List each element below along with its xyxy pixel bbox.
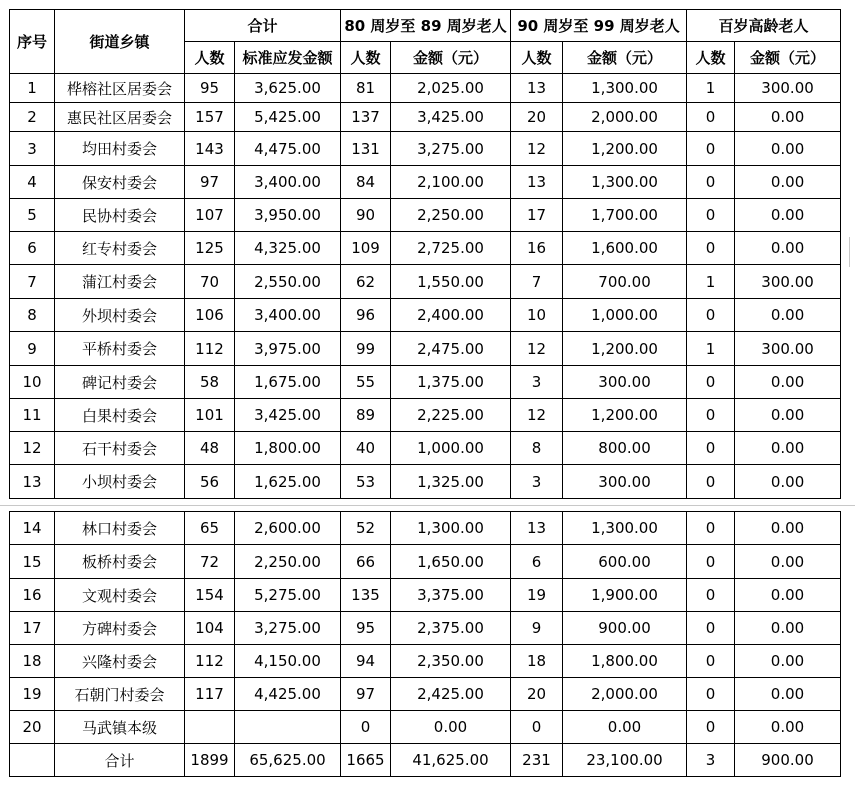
col-header-index: 序号 (10, 10, 55, 74)
row-90-amount: 1,900.00 (563, 579, 687, 612)
row-80-amount: 3,425.00 (391, 103, 511, 132)
col-header-100-group: 百岁高龄老人 (687, 10, 841, 42)
row-80-amount: 1,000.00 (391, 432, 511, 465)
row-100-count: 0 (687, 299, 735, 332)
row-80-count: 97 (341, 678, 391, 711)
row-total-amount: 4,325.00 (235, 232, 341, 265)
row-total-count: 106 (185, 299, 235, 332)
row-100-count: 0 (687, 579, 735, 612)
table-row (10, 366, 841, 399)
row-100-amount: 0.00 (735, 299, 841, 332)
row-street-name: 桦榕社区居委会 (55, 74, 185, 103)
table-row (10, 132, 841, 166)
row-100-count: 0 (687, 199, 735, 232)
row-index: 11 (10, 399, 55, 432)
row-80-count: 52 (341, 512, 391, 545)
row-90-amount: 1,300.00 (563, 74, 687, 103)
row-street-name: 白果村委会 (55, 399, 185, 432)
table-row (10, 103, 841, 132)
row-total-count: 154 (185, 579, 235, 612)
table-row (10, 579, 841, 612)
row-80-amount: 1,325.00 (391, 465, 511, 499)
row-80-amount: 2,425.00 (391, 678, 511, 711)
row-90-amount: 900.00 (563, 612, 687, 645)
row-80-count: 40 (341, 432, 391, 465)
row-street-name: 小坝村委会 (55, 465, 185, 499)
row-90-count: 3 (511, 465, 563, 499)
row-80-amount: 2,350.00 (391, 645, 511, 678)
row-total-amount: 3,625.00 (235, 74, 341, 103)
row-80-count: 81 (341, 74, 391, 103)
row-80-count: 1665 (341, 744, 391, 777)
row-100-amount: 0.00 (735, 678, 841, 711)
row-90-count: 12 (511, 132, 563, 166)
row-90-count: 10 (511, 299, 563, 332)
row-total-count: 58 (185, 366, 235, 399)
table-row (10, 645, 841, 678)
row-total-count: 112 (185, 645, 235, 678)
row-street-name: 外坝村委会 (55, 299, 185, 332)
total-row (10, 744, 841, 777)
row-100-amount: 0.00 (735, 645, 841, 678)
row-90-count: 7 (511, 265, 563, 299)
row-100-amount: 0.00 (735, 432, 841, 465)
row-90-count: 16 (511, 232, 563, 265)
row-80-amount: 3,375.00 (391, 579, 511, 612)
row-90-amount: 1,300.00 (563, 166, 687, 199)
row-total-amount: 1,625.00 (235, 465, 341, 499)
row-100-amount: 0.00 (735, 166, 841, 199)
row-90-amount: 1,200.00 (563, 332, 687, 366)
row-100-count: 1 (687, 332, 735, 366)
row-100-amount: 300.00 (735, 74, 841, 103)
row-90-count: 13 (511, 74, 563, 103)
row-80-amount: 1,550.00 (391, 265, 511, 299)
row-100-count: 0 (687, 103, 735, 132)
table-row (10, 332, 841, 366)
row-total-count: 70 (185, 265, 235, 299)
row-street-name: 文观村委会 (55, 579, 185, 612)
table-row (10, 512, 841, 545)
row-total-count: 112 (185, 332, 235, 366)
row-90-count: 19 (511, 579, 563, 612)
row-80-amount: 1,650.00 (391, 545, 511, 579)
row-index: 3 (10, 132, 55, 166)
table-row (10, 166, 841, 199)
table-row (10, 465, 841, 499)
row-total-count: 143 (185, 132, 235, 166)
row-90-amount: 0.00 (563, 711, 687, 744)
row-total-amount: 5,425.00 (235, 103, 341, 132)
row-street-name: 石朝门村委会 (55, 678, 185, 711)
row-total-count: 104 (185, 612, 235, 645)
row-total-amount: 3,400.00 (235, 166, 341, 199)
row-100-count: 0 (687, 512, 735, 545)
row-100-count: 0 (687, 711, 735, 744)
row-100-amount: 0.00 (735, 612, 841, 645)
row-total-amount: 3,975.00 (235, 332, 341, 366)
row-90-count: 6 (511, 545, 563, 579)
row-total-count: 125 (185, 232, 235, 265)
row-90-amount: 1,600.00 (563, 232, 687, 265)
row-80-count: 55 (341, 366, 391, 399)
row-street-name: 兴隆村委会 (55, 645, 185, 678)
row-street-name: 方碑村委会 (55, 612, 185, 645)
table-row (10, 678, 841, 711)
row-street-name: 碑记村委会 (55, 366, 185, 399)
row-100-count: 0 (687, 645, 735, 678)
row-90-count: 20 (511, 678, 563, 711)
table-row (10, 199, 841, 232)
col-header-total-amount: 标准应发金额 (235, 42, 341, 74)
elder-subsidy-table-bottom (9, 511, 841, 777)
row-total-count: 97 (185, 166, 235, 199)
row-90-amount: 1,800.00 (563, 645, 687, 678)
row-100-amount: 0.00 (735, 103, 841, 132)
row-90-amount: 23,100.00 (563, 744, 687, 777)
row-80-amount: 2,375.00 (391, 612, 511, 645)
row-80-amount: 0.00 (391, 711, 511, 744)
table-row (10, 265, 841, 299)
row-90-amount: 1,300.00 (563, 512, 687, 545)
row-100-amount: 0.00 (735, 512, 841, 545)
row-100-amount: 300.00 (735, 265, 841, 299)
row-100-count: 0 (687, 166, 735, 199)
row-total-amount: 4,425.00 (235, 678, 341, 711)
row-90-count: 13 (511, 166, 563, 199)
col-header-80-89-group: 80 周岁至 89 周岁老人 (341, 10, 511, 42)
row-total-amount: 1,675.00 (235, 366, 341, 399)
row-80-amount: 1,300.00 (391, 512, 511, 545)
row-100-amount: 0.00 (735, 366, 841, 399)
table-row (10, 432, 841, 465)
row-index: 14 (10, 512, 55, 545)
table-row (10, 711, 841, 744)
page-break-line (0, 505, 855, 506)
row-80-count: 89 (341, 399, 391, 432)
table-row (10, 612, 841, 645)
row-80-amount: 2,225.00 (391, 399, 511, 432)
row-total-amount: 2,250.00 (235, 545, 341, 579)
row-100-count: 3 (687, 744, 735, 777)
row-90-count: 12 (511, 332, 563, 366)
row-80-count: 135 (341, 579, 391, 612)
table-row (10, 299, 841, 332)
row-80-count: 99 (341, 332, 391, 366)
row-index (10, 744, 55, 777)
row-street-name: 红专村委会 (55, 232, 185, 265)
row-80-count: 94 (341, 645, 391, 678)
row-total-amount: 4,150.00 (235, 645, 341, 678)
row-street-name: 石干村委会 (55, 432, 185, 465)
row-100-amount: 0.00 (735, 545, 841, 579)
row-index: 4 (10, 166, 55, 199)
row-100-amount: 0.00 (735, 399, 841, 432)
col-header-90-99-group: 90 周岁至 99 周岁老人 (511, 10, 687, 42)
row-index: 12 (10, 432, 55, 465)
row-street-name: 马武镇本级 (55, 711, 185, 744)
row-index: 8 (10, 299, 55, 332)
row-80-count: 137 (341, 103, 391, 132)
row-index: 17 (10, 612, 55, 645)
row-80-amount: 41,625.00 (391, 744, 511, 777)
row-total-amount: 3,950.00 (235, 199, 341, 232)
row-80-amount: 2,025.00 (391, 74, 511, 103)
row-total-amount: 2,600.00 (235, 512, 341, 545)
col-header-total-group: 合计 (185, 10, 341, 42)
col-header-street: 街道乡镇 (55, 10, 185, 74)
row-90-amount: 1,000.00 (563, 299, 687, 332)
row-index: 6 (10, 232, 55, 265)
row-index: 9 (10, 332, 55, 366)
row-80-count: 0 (341, 711, 391, 744)
row-90-count: 17 (511, 199, 563, 232)
row-100-count: 1 (687, 74, 735, 103)
row-90-amount: 600.00 (563, 545, 687, 579)
row-total-amount: 5,275.00 (235, 579, 341, 612)
row-80-count: 131 (341, 132, 391, 166)
row-80-amount: 2,100.00 (391, 166, 511, 199)
row-80-amount: 3,275.00 (391, 132, 511, 166)
row-index: 13 (10, 465, 55, 499)
row-90-amount: 1,700.00 (563, 199, 687, 232)
row-total-count: 107 (185, 199, 235, 232)
row-90-amount: 800.00 (563, 432, 687, 465)
row-total-count (185, 711, 235, 744)
row-100-amount: 0.00 (735, 465, 841, 499)
row-80-count: 84 (341, 166, 391, 199)
row-total-count: 1899 (185, 744, 235, 777)
row-total-count: 65 (185, 512, 235, 545)
row-100-count: 0 (687, 465, 735, 499)
row-total-amount: 1,800.00 (235, 432, 341, 465)
row-80-count: 96 (341, 299, 391, 332)
row-street-name: 蒲江村委会 (55, 265, 185, 299)
row-90-amount: 700.00 (563, 265, 687, 299)
row-total-count: 56 (185, 465, 235, 499)
row-90-count: 13 (511, 512, 563, 545)
row-street-name: 林口村委会 (55, 512, 185, 545)
row-90-count: 3 (511, 366, 563, 399)
row-90-count: 8 (511, 432, 563, 465)
row-street-name: 合计 (55, 744, 185, 777)
table-row (10, 399, 841, 432)
row-total-count: 157 (185, 103, 235, 132)
row-90-count: 20 (511, 103, 563, 132)
table-row (10, 74, 841, 103)
row-100-count: 0 (687, 399, 735, 432)
col-header-80-count: 人数 (341, 42, 391, 74)
row-90-amount: 2,000.00 (563, 678, 687, 711)
row-90-count: 18 (511, 645, 563, 678)
row-90-amount: 1,200.00 (563, 399, 687, 432)
row-100-count: 0 (687, 678, 735, 711)
row-index: 18 (10, 645, 55, 678)
row-total-count: 117 (185, 678, 235, 711)
row-total-count: 95 (185, 74, 235, 103)
row-100-count: 0 (687, 612, 735, 645)
row-80-amount: 1,375.00 (391, 366, 511, 399)
row-total-amount: 3,400.00 (235, 299, 341, 332)
row-80-amount: 2,725.00 (391, 232, 511, 265)
row-80-amount: 2,400.00 (391, 299, 511, 332)
row-100-amount: 0.00 (735, 132, 841, 166)
row-index: 15 (10, 545, 55, 579)
row-index: 7 (10, 265, 55, 299)
row-total-amount: 65,625.00 (235, 744, 341, 777)
row-street-name: 平桥村委会 (55, 332, 185, 366)
row-100-count: 0 (687, 366, 735, 399)
row-street-name: 均田村委会 (55, 132, 185, 166)
row-80-count: 95 (341, 612, 391, 645)
row-100-count: 0 (687, 232, 735, 265)
table-row (10, 545, 841, 579)
row-80-count: 53 (341, 465, 391, 499)
row-100-amount: 0.00 (735, 711, 841, 744)
row-street-name: 板桥村委会 (55, 545, 185, 579)
row-100-count: 1 (687, 265, 735, 299)
elder-subsidy-table-top (9, 9, 841, 499)
row-total-count: 48 (185, 432, 235, 465)
row-100-amount: 0.00 (735, 579, 841, 612)
row-90-amount: 1,200.00 (563, 132, 687, 166)
row-90-amount: 300.00 (563, 366, 687, 399)
row-90-count: 12 (511, 399, 563, 432)
row-index: 1 (10, 74, 55, 103)
row-100-count: 0 (687, 432, 735, 465)
row-index: 2 (10, 103, 55, 132)
row-total-amount: 3,275.00 (235, 612, 341, 645)
col-header-100-amount: 金额（元） (735, 42, 841, 74)
col-header-100-count: 人数 (687, 42, 735, 74)
row-100-count: 0 (687, 132, 735, 166)
row-100-amount: 0.00 (735, 199, 841, 232)
row-80-count: 62 (341, 265, 391, 299)
row-80-amount: 2,475.00 (391, 332, 511, 366)
row-total-count: 72 (185, 545, 235, 579)
row-90-amount: 2,000.00 (563, 103, 687, 132)
row-90-count: 0 (511, 711, 563, 744)
row-80-count: 90 (341, 199, 391, 232)
row-street-name: 民协村委会 (55, 199, 185, 232)
col-header-90-amount: 金额（元） (563, 42, 687, 74)
col-header-80-amount: 金额（元） (391, 42, 511, 74)
row-80-amount: 2,250.00 (391, 199, 511, 232)
col-header-90-count: 人数 (511, 42, 563, 74)
row-index: 16 (10, 579, 55, 612)
row-100-count: 0 (687, 545, 735, 579)
row-total-amount: 2,550.00 (235, 265, 341, 299)
row-100-amount: 300.00 (735, 332, 841, 366)
row-street-name: 保安村委会 (55, 166, 185, 199)
row-90-count: 231 (511, 744, 563, 777)
row-80-count: 66 (341, 545, 391, 579)
row-80-count: 109 (341, 232, 391, 265)
row-total-amount: 3,425.00 (235, 399, 341, 432)
row-100-amount: 900.00 (735, 744, 841, 777)
row-index: 10 (10, 366, 55, 399)
row-90-count: 9 (511, 612, 563, 645)
row-total-count: 101 (185, 399, 235, 432)
row-index: 20 (10, 711, 55, 744)
scroll-edge-marker (849, 237, 855, 267)
row-total-amount: 4,475.00 (235, 132, 341, 166)
row-total-amount (235, 711, 341, 744)
row-90-amount: 300.00 (563, 465, 687, 499)
row-100-amount: 0.00 (735, 232, 841, 265)
col-header-total-count: 人数 (185, 42, 235, 74)
row-index: 5 (10, 199, 55, 232)
row-index: 19 (10, 678, 55, 711)
row-street-name: 惠民社区居委会 (55, 103, 185, 132)
table-row (10, 232, 841, 265)
